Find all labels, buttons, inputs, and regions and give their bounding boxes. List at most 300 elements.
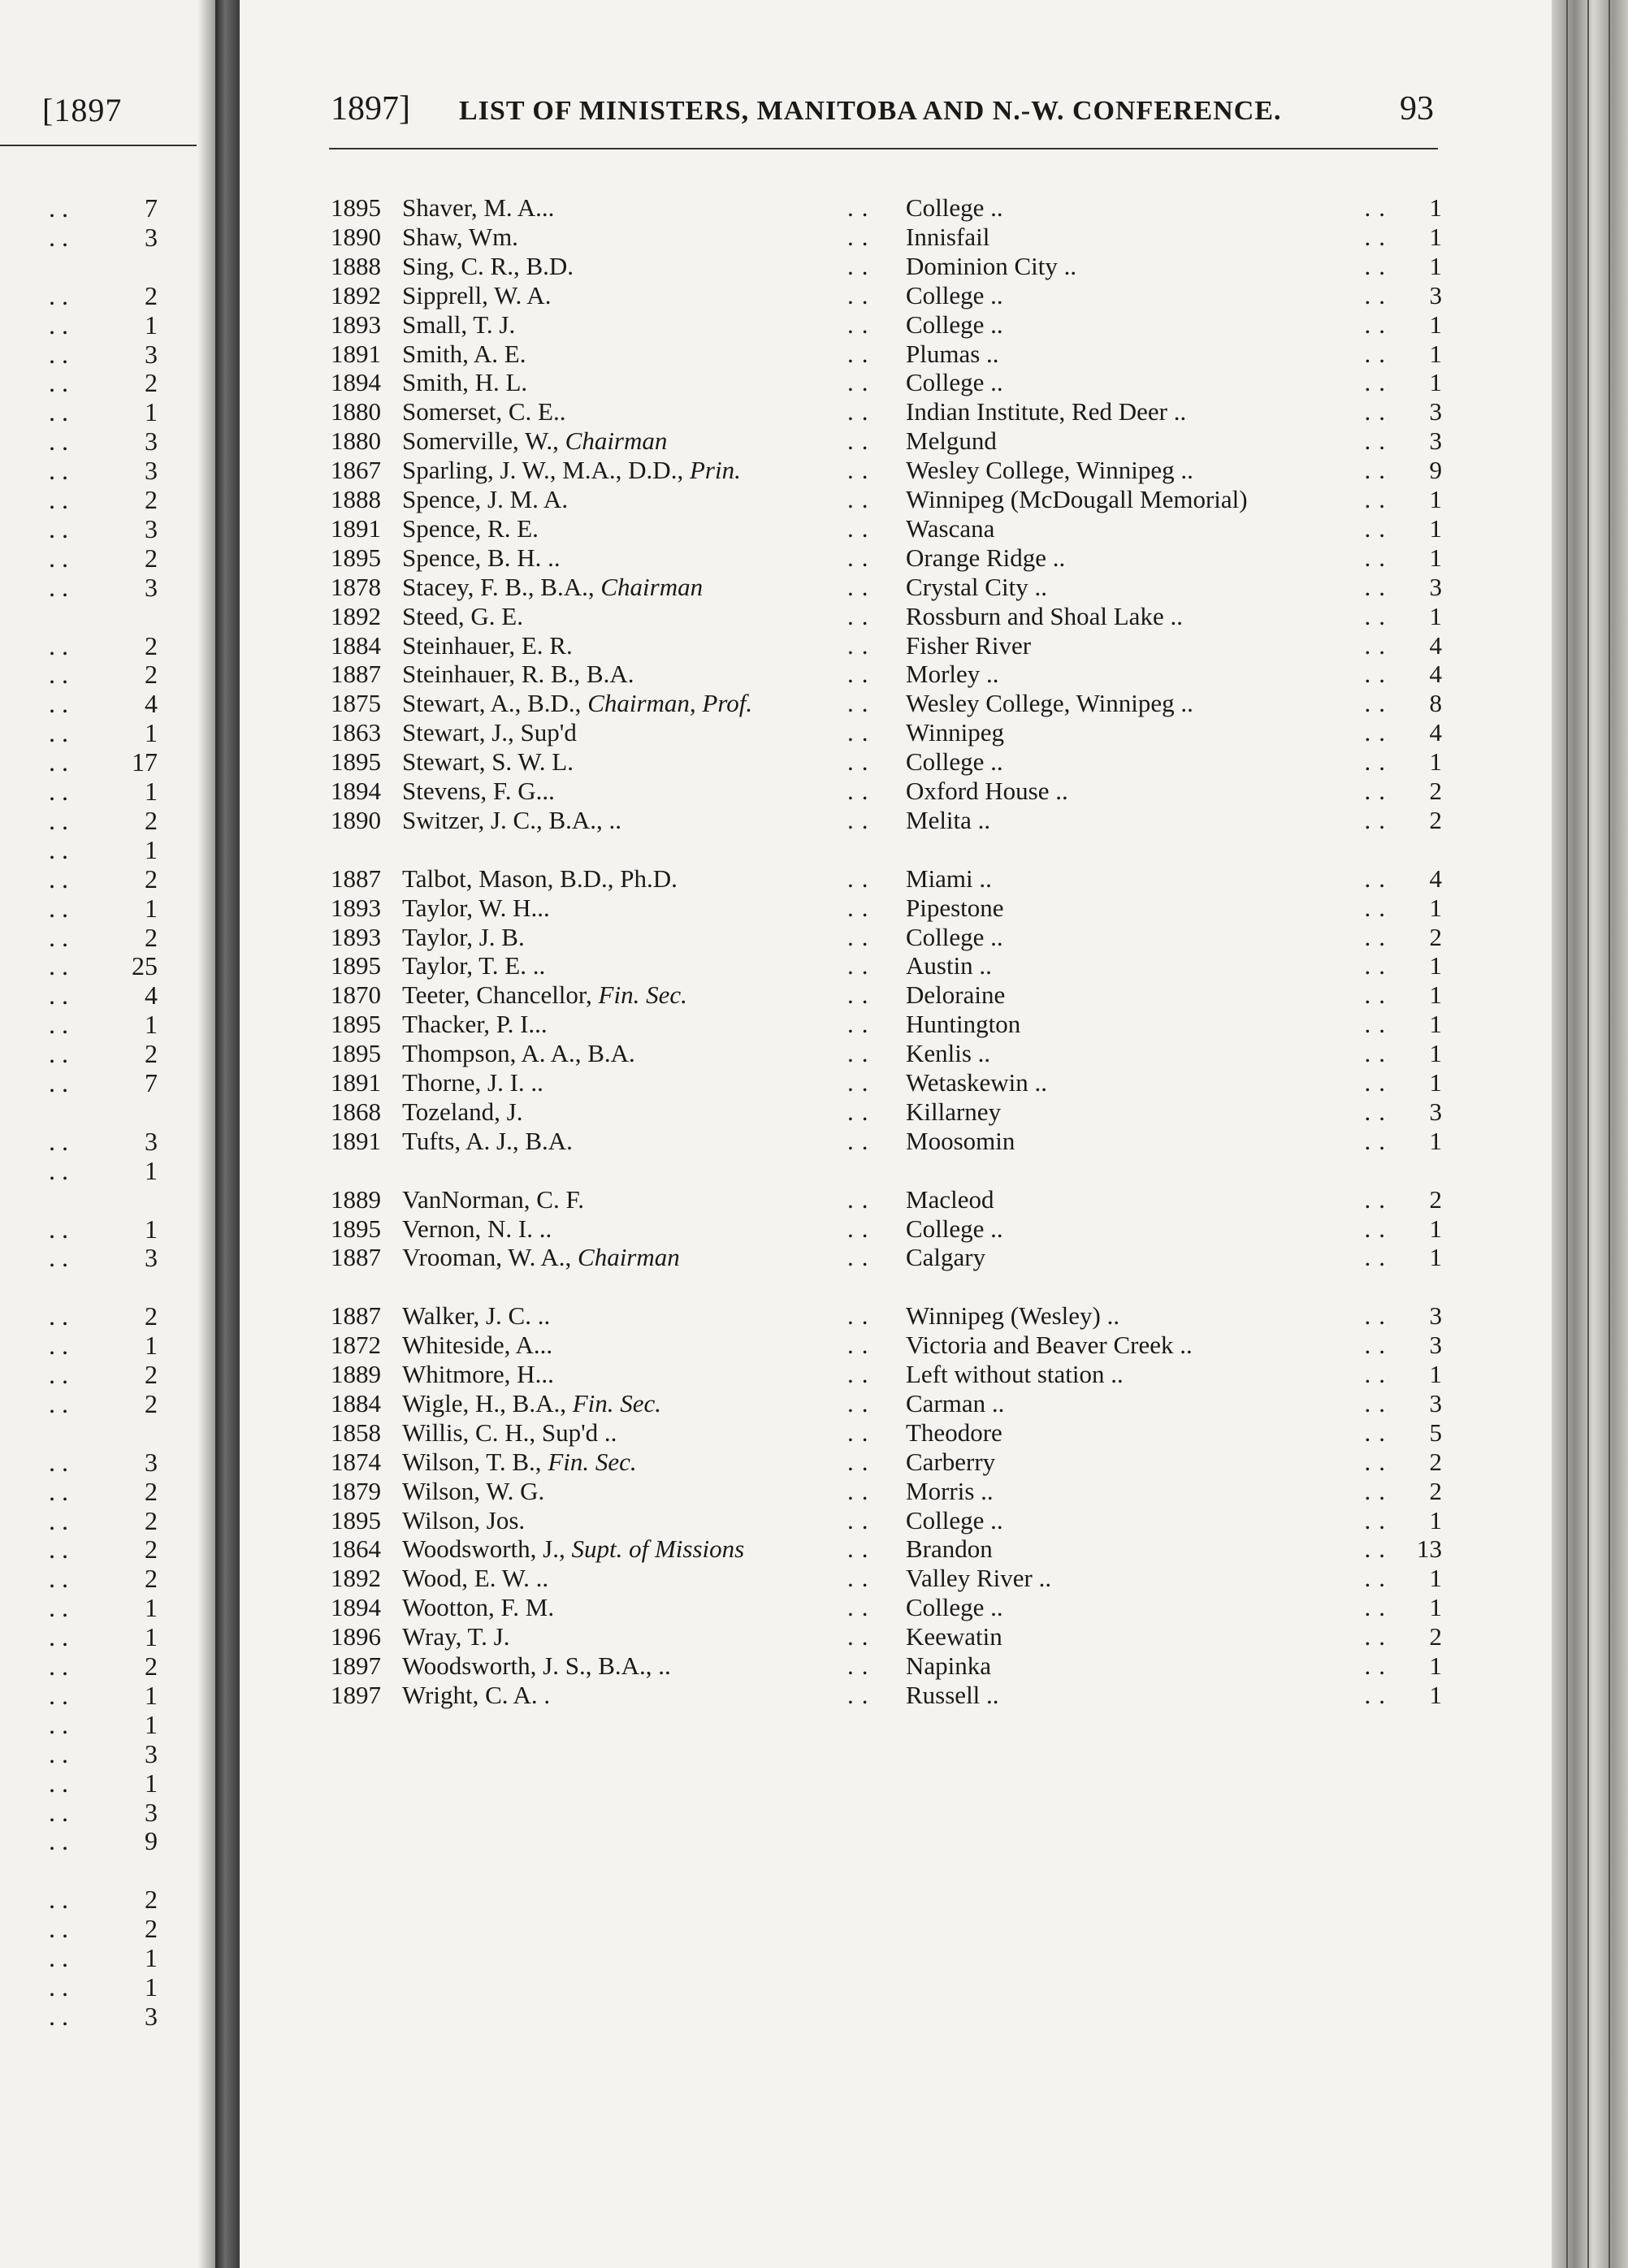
left-number-row bbox=[0, 747, 162, 777]
book-gutter bbox=[215, 0, 240, 2268]
left-number: 1 bbox=[145, 1943, 158, 1972]
leader-dots: .. bbox=[49, 1126, 75, 1156]
minister-name bbox=[402, 1301, 550, 1331]
minister-entry bbox=[240, 1593, 1552, 1622]
leader-dots: .. bbox=[1364, 951, 1393, 980]
left-number: 2 bbox=[145, 805, 158, 835]
left-number-row bbox=[0, 1710, 162, 1739]
entry-year: 1870 bbox=[331, 980, 381, 1010]
entry-year: 1887 bbox=[331, 1243, 381, 1272]
minister-name-text: Somerville, W., bbox=[402, 426, 565, 456]
minister-entry bbox=[240, 514, 1552, 543]
left-number: 2 bbox=[145, 1388, 158, 1418]
minister-name bbox=[402, 864, 678, 894]
minister-name bbox=[402, 1039, 635, 1068]
entry-year: 1897 bbox=[331, 1680, 381, 1709]
minister-entry bbox=[240, 281, 1552, 310]
minister-name bbox=[402, 252, 574, 281]
left-number: 1 bbox=[145, 1622, 158, 1652]
station: College .. bbox=[906, 280, 1003, 309]
minister-entry bbox=[240, 193, 1552, 223]
leader-dots: .. bbox=[49, 951, 75, 981]
leader-dots: .. bbox=[49, 222, 75, 252]
station: Carberry bbox=[906, 1447, 996, 1476]
leader-dots: .. bbox=[1364, 368, 1393, 397]
leader-dots: .. bbox=[1364, 1010, 1393, 1039]
minister-name bbox=[402, 281, 551, 310]
leader-dots: .. bbox=[847, 1097, 877, 1126]
entry-year: 1868 bbox=[331, 1097, 381, 1126]
station: Deloraine bbox=[906, 980, 1006, 1010]
station: Theodore bbox=[906, 1418, 1002, 1447]
entry-year: 1890 bbox=[331, 222, 381, 251]
left-number-row bbox=[0, 631, 162, 660]
left-number-row bbox=[0, 602, 162, 631]
leader-dots: .. bbox=[847, 1651, 877, 1680]
leader-dots: .. bbox=[1364, 309, 1393, 339]
minister-name-text: Stevens, F. G... bbox=[402, 777, 555, 805]
years-on-station: 1 bbox=[1429, 222, 1442, 251]
leader-dots: .. bbox=[49, 1388, 75, 1418]
minister-name-text: Sipprell, W. A. bbox=[402, 280, 552, 309]
leader-dots: .. bbox=[847, 1564, 877, 1593]
years-on-station: 1 bbox=[1429, 601, 1442, 630]
minister-entry bbox=[240, 1214, 1552, 1244]
leader-dots: .. bbox=[49, 1534, 75, 1565]
minister-name-text: Steed, G. E. bbox=[402, 601, 523, 630]
entry-year: 1892 bbox=[331, 601, 381, 630]
leader-dots: .. bbox=[49, 1651, 75, 1681]
minister-name bbox=[402, 1681, 550, 1710]
station: Keewatin bbox=[906, 1622, 1002, 1651]
entry-year: 1895 bbox=[331, 1010, 381, 1039]
minister-entry bbox=[240, 573, 1552, 602]
left-number-row bbox=[0, 1768, 162, 1798]
entry-year: 1858 bbox=[331, 1418, 381, 1447]
station: Macleod bbox=[906, 1184, 994, 1214]
minister-name-text: Smith, A. E. bbox=[402, 339, 526, 368]
leader-dots: .. bbox=[847, 456, 877, 485]
leader-dots: .. bbox=[1364, 1214, 1393, 1243]
leader-dots: .. bbox=[49, 1972, 75, 2002]
left-number: 3 bbox=[145, 222, 158, 252]
minister-entry bbox=[240, 485, 1552, 514]
leader-dots: .. bbox=[847, 1505, 877, 1534]
minister-role: Fin. Sec. bbox=[598, 980, 687, 1010]
minister-name-text: Willis, C. H., Sup'd .. bbox=[402, 1418, 617, 1447]
years-on-station: 1 bbox=[1429, 1214, 1442, 1243]
years-on-station: 4 bbox=[1429, 630, 1442, 660]
entry-year: 1872 bbox=[331, 1331, 381, 1360]
left-number-row bbox=[0, 485, 162, 514]
station: College .. bbox=[906, 368, 1003, 397]
minister-entry bbox=[240, 777, 1552, 806]
station: Killarney bbox=[906, 1097, 1002, 1126]
left-number: 2 bbox=[145, 863, 158, 894]
station: Plumas .. bbox=[906, 339, 999, 368]
years-on-station: 1 bbox=[1429, 980, 1442, 1010]
leader-dots: .. bbox=[847, 718, 877, 747]
minister-entry bbox=[240, 1389, 1552, 1418]
section-gap bbox=[240, 835, 1552, 864]
minister-name bbox=[402, 660, 634, 689]
entry-year: 1878 bbox=[331, 572, 381, 601]
leader-dots: .. bbox=[49, 485, 75, 514]
minister-name bbox=[402, 368, 527, 397]
minister-name-text: Steinhauer, R. B., B.A. bbox=[402, 660, 634, 689]
leader-dots: .. bbox=[1364, 280, 1393, 309]
leader-dots: .. bbox=[49, 543, 75, 573]
years-on-station: 1 bbox=[1429, 513, 1442, 543]
leader-dots: .. bbox=[49, 1564, 75, 1594]
minister-entry bbox=[240, 1506, 1552, 1535]
minister-entry bbox=[240, 689, 1552, 718]
minister-name-text: Wright, C. A. . bbox=[402, 1680, 551, 1709]
minister-role: Supt. of Missions bbox=[571, 1534, 745, 1564]
minister-entry bbox=[240, 864, 1552, 894]
entry-year: 1880 bbox=[331, 426, 381, 456]
left-number-row bbox=[0, 573, 162, 602]
left-number-row bbox=[0, 1593, 162, 1622]
minister-entry bbox=[240, 1448, 1552, 1477]
minister-name-text: Teeter, Chancellor, bbox=[402, 980, 599, 1010]
leader-dots: .. bbox=[847, 1418, 877, 1447]
station: Morris .. bbox=[906, 1476, 994, 1505]
minister-name bbox=[402, 923, 525, 952]
leader-dots: .. bbox=[847, 1447, 877, 1476]
left-number: 1 bbox=[145, 309, 158, 340]
leader-dots: .. bbox=[847, 1068, 877, 1097]
leader-dots: .. bbox=[1364, 805, 1393, 834]
minister-name-text: Taylor, T. E. .. bbox=[402, 951, 546, 980]
years-on-station: 1 bbox=[1429, 1680, 1442, 1709]
leader-dots: .. bbox=[49, 368, 75, 398]
left-number-row bbox=[0, 1506, 162, 1535]
leader-dots: .. bbox=[1364, 1447, 1393, 1476]
leader-dots: .. bbox=[847, 1301, 877, 1331]
left-number-row bbox=[0, 1360, 162, 1389]
minister-name bbox=[402, 1127, 573, 1156]
minister-name bbox=[402, 1360, 554, 1389]
entry-year: 1894 bbox=[331, 777, 381, 805]
minister-name bbox=[402, 980, 687, 1010]
leader-dots: .. bbox=[847, 951, 877, 980]
minister-name bbox=[402, 1185, 584, 1214]
left-number-row bbox=[0, 252, 162, 281]
years-on-station: 1 bbox=[1429, 1360, 1442, 1388]
minister-name bbox=[402, 573, 703, 602]
left-number-row bbox=[0, 340, 162, 369]
leader-dots: .. bbox=[847, 543, 877, 572]
leader-dots: .. bbox=[1364, 1680, 1393, 1709]
years-on-station: 8 bbox=[1429, 689, 1442, 718]
leader-dots: .. bbox=[1364, 426, 1393, 456]
minister-entry bbox=[240, 980, 1552, 1010]
left-number-row bbox=[0, 923, 162, 952]
years-on-station: 1 bbox=[1429, 193, 1442, 222]
left-number-row bbox=[0, 835, 162, 864]
leader-dots: .. bbox=[1364, 660, 1393, 689]
left-number-row bbox=[0, 1855, 162, 1885]
left-number-row bbox=[0, 1331, 162, 1360]
station: Victoria and Beaver Creek .. bbox=[906, 1331, 1193, 1360]
leader-dots: .. bbox=[49, 1243, 75, 1273]
minister-name bbox=[402, 1389, 661, 1418]
minister-name bbox=[402, 514, 539, 543]
minister-entry bbox=[240, 1068, 1552, 1097]
section-gap bbox=[240, 1272, 1552, 1301]
minister-name-text: Wood, E. W. .. bbox=[402, 1564, 549, 1593]
left-number: 4 bbox=[145, 980, 158, 1011]
minister-name bbox=[402, 718, 577, 747]
left-number-row bbox=[0, 1477, 162, 1506]
left-number-row bbox=[0, 1622, 162, 1651]
left-number-row bbox=[0, 1972, 162, 2002]
leader-dots: .. bbox=[49, 689, 75, 719]
header-rule bbox=[329, 148, 1438, 149]
leader-dots: .. bbox=[847, 280, 877, 309]
leader-dots: .. bbox=[847, 805, 877, 834]
minister-name bbox=[402, 193, 554, 223]
station: College .. bbox=[906, 1593, 1003, 1622]
left-number-row bbox=[0, 310, 162, 340]
station: Miami .. bbox=[906, 863, 992, 893]
leader-dots: .. bbox=[847, 222, 877, 251]
minister-name bbox=[402, 1418, 617, 1448]
leader-dots: .. bbox=[49, 1914, 75, 1944]
station: Indian Institute, Red Deer .. bbox=[906, 397, 1187, 426]
minister-name bbox=[402, 310, 515, 340]
leader-dots: .. bbox=[1364, 222, 1393, 251]
entry-year: 1895 bbox=[331, 1039, 381, 1068]
leader-dots: .. bbox=[1364, 1068, 1393, 1097]
minister-name bbox=[402, 1243, 680, 1272]
minister-entry bbox=[240, 1243, 1552, 1272]
leader-dots: .. bbox=[1364, 863, 1393, 893]
leader-dots: .. bbox=[847, 193, 877, 222]
leader-dots: .. bbox=[1364, 1622, 1393, 1651]
leader-dots: .. bbox=[1364, 1301, 1393, 1331]
station: Wesley College, Winnipeg .. bbox=[906, 456, 1193, 485]
leader-dots: .. bbox=[49, 309, 75, 340]
leader-dots: .. bbox=[1364, 543, 1393, 572]
station: College .. bbox=[906, 193, 1003, 222]
minister-name-text: Spence, J. M. A. bbox=[402, 485, 569, 513]
minister-name bbox=[402, 397, 566, 426]
minister-name bbox=[402, 1068, 543, 1097]
leader-dots: .. bbox=[847, 309, 877, 339]
page-number: 93 bbox=[1400, 90, 1434, 128]
years-on-station: 4 bbox=[1429, 660, 1442, 689]
entry-year: 1895 bbox=[331, 747, 381, 777]
left-number-row bbox=[0, 777, 162, 806]
minister-name-text: Shaver, M. A... bbox=[402, 193, 555, 222]
entry-year: 1887 bbox=[331, 660, 381, 689]
left-number-row bbox=[0, 1826, 162, 1855]
left-number: 2 bbox=[145, 1534, 158, 1565]
minister-name bbox=[402, 1010, 548, 1039]
minister-entry bbox=[240, 1360, 1552, 1389]
leader-dots: .. bbox=[847, 368, 877, 397]
leader-dots: .. bbox=[49, 1505, 75, 1535]
minister-entry bbox=[240, 718, 1552, 747]
minister-role: Chairman bbox=[578, 1243, 680, 1272]
left-number: 3 bbox=[145, 1447, 158, 1477]
entry-year: 1867 bbox=[331, 456, 381, 485]
leader-dots: .. bbox=[1364, 1331, 1393, 1360]
left-number-row bbox=[0, 1097, 162, 1127]
left-number-row bbox=[0, 1418, 162, 1448]
leader-dots: .. bbox=[847, 397, 877, 426]
minister-name bbox=[402, 1477, 544, 1506]
left-page-fragment bbox=[0, 0, 215, 2268]
minister-name bbox=[402, 340, 526, 369]
minister-entry bbox=[240, 1331, 1552, 1360]
minister-name bbox=[402, 1506, 525, 1535]
minister-name bbox=[402, 456, 741, 485]
station: College .. bbox=[906, 1505, 1003, 1534]
leader-dots: .. bbox=[1364, 1505, 1393, 1534]
years-on-station: 3 bbox=[1429, 1388, 1442, 1418]
station: Kenlis .. bbox=[906, 1039, 991, 1068]
years-on-station: 1 bbox=[1429, 1564, 1442, 1593]
leader-dots: .. bbox=[847, 1534, 877, 1564]
minister-name bbox=[402, 1593, 554, 1622]
main-page bbox=[240, 0, 1552, 2268]
leader-dots: .. bbox=[1364, 251, 1393, 280]
years-on-station: 2 bbox=[1429, 1622, 1442, 1651]
years-on-station: 2 bbox=[1429, 777, 1442, 805]
leader-dots: .. bbox=[1364, 1593, 1393, 1622]
leader-dots: .. bbox=[1364, 513, 1393, 543]
left-number-row bbox=[0, 951, 162, 980]
minister-entry bbox=[240, 1097, 1552, 1127]
left-number: 2 bbox=[145, 1476, 158, 1506]
left-number: 1 bbox=[145, 1593, 158, 1623]
station: Russell .. bbox=[906, 1680, 999, 1709]
leader-dots: .. bbox=[49, 513, 75, 543]
years-on-station: 2 bbox=[1429, 805, 1442, 834]
leader-dots: .. bbox=[1364, 630, 1393, 660]
years-on-station: 1 bbox=[1429, 485, 1442, 513]
minister-entry bbox=[240, 223, 1552, 252]
minister-entry bbox=[240, 310, 1552, 340]
leader-dots: .. bbox=[847, 339, 877, 368]
minister-entry bbox=[240, 894, 1552, 923]
minister-entry bbox=[240, 923, 1552, 952]
leader-dots: .. bbox=[847, 863, 877, 893]
left-number-row bbox=[0, 1943, 162, 1972]
minister-name bbox=[402, 747, 574, 777]
leader-dots: .. bbox=[1364, 1418, 1393, 1447]
minister-role: Prin. bbox=[689, 456, 741, 485]
left-number: 1 bbox=[145, 1155, 158, 1185]
left-number-row bbox=[0, 1010, 162, 1039]
left-number-row bbox=[0, 1214, 162, 1244]
left-number: 1 bbox=[145, 1010, 158, 1040]
left-number: 3 bbox=[145, 572, 158, 602]
left-number-row bbox=[0, 864, 162, 894]
station: Wascana bbox=[906, 513, 995, 543]
leader-dots: .. bbox=[49, 1797, 75, 1827]
minister-entry bbox=[240, 660, 1552, 689]
leader-dots: .. bbox=[847, 777, 877, 805]
minister-name-text: Thacker, P. I... bbox=[402, 1010, 548, 1039]
leader-dots: .. bbox=[1364, 1564, 1393, 1593]
leader-dots: .. bbox=[49, 630, 75, 660]
minister-entry bbox=[240, 1185, 1552, 1214]
leader-dots: .. bbox=[1364, 893, 1393, 922]
left-number-row bbox=[0, 1914, 162, 1943]
entry-year: 1890 bbox=[331, 805, 381, 834]
minister-name bbox=[402, 631, 573, 660]
minister-name-text: Woodsworth, J. S., B.A., .. bbox=[402, 1651, 671, 1680]
station: Dominion City .. bbox=[906, 251, 1077, 280]
left-number: 1 bbox=[145, 893, 158, 923]
left-number: 7 bbox=[145, 193, 158, 223]
left-number: 3 bbox=[145, 1738, 158, 1768]
entry-year: 1887 bbox=[331, 1301, 381, 1331]
section-gap bbox=[240, 1156, 1552, 1185]
leader-dots: .. bbox=[847, 893, 877, 922]
station: Napinka bbox=[906, 1651, 992, 1680]
entry-year: 1879 bbox=[331, 1476, 381, 1505]
leader-dots: .. bbox=[49, 397, 75, 427]
leader-dots: .. bbox=[1364, 339, 1393, 368]
station: Huntington bbox=[906, 1010, 1021, 1039]
left-number: 4 bbox=[145, 689, 158, 719]
leader-dots: .. bbox=[1364, 485, 1393, 513]
left-number: 3 bbox=[145, 1126, 158, 1156]
station: Moosomin bbox=[906, 1126, 1015, 1155]
left-number: 2 bbox=[145, 1564, 158, 1594]
entry-year: 1893 bbox=[331, 309, 381, 339]
leader-dots: .. bbox=[49, 922, 75, 952]
leader-dots: .. bbox=[49, 718, 75, 748]
minister-name-text: Whiteside, A... bbox=[402, 1331, 553, 1360]
left-number: 1 bbox=[145, 1768, 158, 1798]
minister-entry bbox=[240, 543, 1552, 573]
leader-dots: .. bbox=[49, 339, 75, 369]
leader-dots: .. bbox=[847, 1388, 877, 1418]
minister-name bbox=[402, 1651, 671, 1681]
left-number-row bbox=[0, 806, 162, 835]
minister-name bbox=[402, 1097, 522, 1127]
leader-dots: .. bbox=[1364, 1476, 1393, 1505]
station: Melita .. bbox=[906, 805, 991, 834]
minister-name-text: Shaw, Wm. bbox=[402, 222, 518, 251]
entry-year: 1884 bbox=[331, 630, 381, 660]
entry-year: 1884 bbox=[331, 1388, 381, 1418]
leader-dots: .. bbox=[49, 1039, 75, 1069]
years-on-station: 5 bbox=[1429, 1418, 1442, 1447]
minister-name-text: Vrooman, W. A., bbox=[402, 1243, 578, 1272]
left-number-row bbox=[0, 397, 162, 426]
years-on-station: 1 bbox=[1429, 543, 1442, 572]
minister-name-text: Wilson, W. G. bbox=[402, 1476, 545, 1505]
minister-entry bbox=[240, 1301, 1552, 1331]
leader-dots: .. bbox=[1364, 456, 1393, 485]
years-on-station: 1 bbox=[1429, 1593, 1442, 1622]
leader-dots: .. bbox=[847, 1360, 877, 1388]
station: College .. bbox=[906, 747, 1003, 777]
running-head-title: LIST OF MINISTERS, MANITOBA AND N.-W. CONFERENCE. bbox=[459, 96, 1282, 126]
minister-name-text: Walker, J. C. .. bbox=[402, 1301, 551, 1331]
left-number-row bbox=[0, 1534, 162, 1564]
leader-dots: .. bbox=[49, 426, 75, 457]
left-number: 3 bbox=[145, 1243, 158, 1273]
years-on-station: 1 bbox=[1429, 1243, 1442, 1272]
